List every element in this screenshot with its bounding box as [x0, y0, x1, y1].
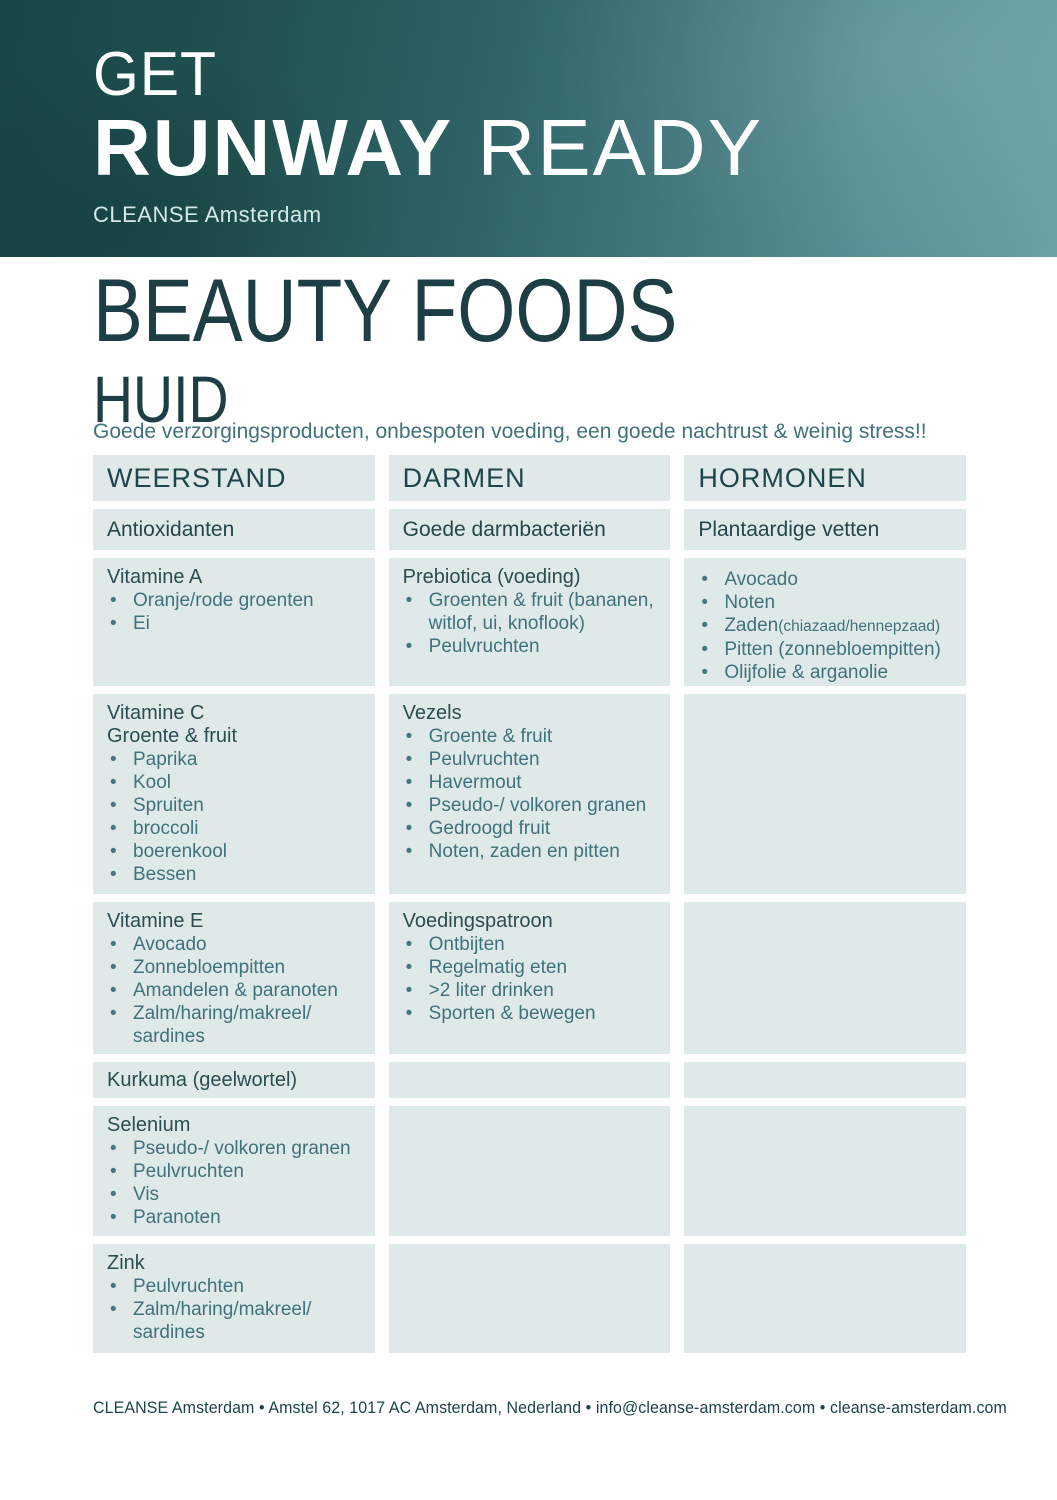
- cell-heading: Selenium: [107, 1114, 191, 1136]
- item-list: [107, 1137, 363, 1229]
- list-item: • Ontbijten: [403, 933, 659, 956]
- list-item: • Pseudo-/ volkoren granen: [403, 794, 659, 817]
- subheader-plantaardige-vetten: Plantaardige vetten: [684, 509, 966, 550]
- list-item: • Vis: [107, 1183, 363, 1206]
- cell-heading: Groente & fruit: [107, 725, 238, 747]
- list-item: • Bessen: [107, 863, 363, 886]
- cell-empty: [389, 1244, 671, 1353]
- banner-word-runway-ready: [93, 103, 764, 192]
- list-item: • Peulvruchten: [403, 748, 659, 771]
- cell-empty: [684, 694, 966, 894]
- column-header-weerstand: WEERSTAND: [93, 455, 375, 501]
- list-item: • boerenkool: [107, 840, 363, 863]
- item-list: [107, 1275, 363, 1344]
- list-item: • Oranje/rode groenten: [107, 589, 363, 612]
- list-item: • Olijfolie & arganolie: [698, 661, 954, 684]
- list-item: • Groenten & fruit (bananen, witlof, ui, knoflook): [403, 589, 659, 635]
- subheader-goede-darmbacterien: Goede darmbacteriën: [389, 509, 671, 550]
- list-item: • Havermout: [403, 771, 659, 794]
- cell-zink: [93, 1244, 375, 1353]
- banner-word-ready: READY: [453, 103, 764, 192]
- item-list: [403, 589, 659, 658]
- cell-empty: [684, 1106, 966, 1236]
- list-item: • Noten, zaden en pitten: [403, 840, 659, 863]
- cell-vitamine-c: [93, 694, 375, 894]
- footer-contact-line: CLEANSE Amsterdam • Amstel 62, 1017 AC Amsterdam, Nederland • info@cleanse-amsterdam.com • cleanse-amsterdam.com: [93, 1398, 1007, 1417]
- item-list: [698, 568, 954, 684]
- cell-vitamine-a: [93, 558, 375, 686]
- list-item: • broccoli: [107, 817, 363, 840]
- list-item: • Paprika: [107, 748, 363, 771]
- column-header-darmen: DARMEN: [389, 455, 671, 501]
- cell-kurkuma: [93, 1062, 375, 1098]
- page-title: BEAUTY FOODS: [93, 260, 678, 360]
- list-item: • Avocado: [107, 933, 363, 956]
- cell-heading: Kurkuma (geelwortel): [107, 1068, 298, 1091]
- item-list: [107, 933, 363, 1048]
- cell-empty: [389, 1062, 671, 1098]
- cell-heading: Vitamine C: [107, 702, 205, 724]
- column-header-hormonen: HORMONEN: [684, 455, 966, 501]
- list-item: • Avocado: [698, 568, 954, 591]
- banner: [0, 0, 1057, 257]
- list-item: • Paranoten: [107, 1206, 363, 1229]
- list-item: • Regelmatig eten: [403, 956, 659, 979]
- cell-plantaardige-vetten-list: [684, 558, 966, 686]
- cell-empty: [684, 1062, 966, 1098]
- tagline: Goede verzorgingsproducten, onbespoten voeding, een goede nachtrust & weinig stress!!: [93, 420, 927, 443]
- cell-empty: [389, 1106, 671, 1236]
- item-list: [107, 748, 363, 886]
- list-item: • Groente & fruit: [403, 725, 659, 748]
- list-item: • Peulvruchten: [107, 1160, 363, 1183]
- cell-selenium: [93, 1106, 375, 1236]
- cell-prebiotica: [389, 558, 671, 686]
- cell-vitamine-e: [93, 902, 375, 1054]
- cell-heading: Vezels: [402, 702, 462, 724]
- list-item: • Spruiten: [107, 794, 363, 817]
- cell-empty: [684, 1244, 966, 1353]
- cell-heading: Zink: [107, 1252, 145, 1274]
- list-item: • Peulvruchten: [107, 1275, 363, 1298]
- list-item: • Gedroogd fruit: [403, 817, 659, 840]
- list-item: • Kool: [107, 771, 363, 794]
- list-item: • Zalm/haring/makreel/ sardines: [107, 1002, 363, 1048]
- list-item: • Amandelen & paranoten: [107, 979, 363, 1002]
- cell-heading: Voedingspatroon: [402, 910, 553, 932]
- item-list: [403, 933, 659, 1025]
- list-item: • >2 liter drinken: [403, 979, 659, 1002]
- list-item: • Pitten (zonnebloempitten): [698, 638, 954, 661]
- beauty-foods-grid: [93, 455, 966, 1353]
- list-item: • Sporten & bewegen: [403, 1002, 659, 1025]
- cell-empty: [684, 902, 966, 1054]
- list-item: • Ei: [107, 612, 363, 635]
- list-item: • Peulvruchten: [403, 635, 659, 658]
- subheader-antioxidanten: Antioxidanten: [93, 509, 375, 550]
- banner-brand: CLEANSE Amsterdam: [93, 202, 322, 227]
- item-list: [403, 725, 659, 863]
- cell-heading: Vitamine E: [107, 910, 204, 932]
- cell-voedingspatroon: [389, 902, 671, 1054]
- list-item: • Noten: [698, 591, 954, 614]
- list-item: • Pseudo-/ volkoren granen: [107, 1137, 363, 1160]
- cell-heading: Prebiotica (voeding): [402, 566, 581, 588]
- list-item: • Zaden(chiazaad/hennepzaad): [698, 614, 954, 638]
- banner-word-get: GET: [93, 40, 217, 109]
- section-title: HUID: [93, 362, 229, 436]
- banner-word-runway: RUNWAY: [93, 103, 454, 192]
- cell-vezels: [389, 694, 671, 894]
- banner-text-block: [93, 40, 764, 228]
- footer: [93, 1398, 1007, 1418]
- list-item: • Zalm/haring/makreel/ sardines: [107, 1298, 363, 1344]
- item-list: [107, 589, 363, 635]
- list-item: • Zonnebloempitten: [107, 956, 363, 979]
- cell-heading: Vitamine A: [107, 566, 203, 588]
